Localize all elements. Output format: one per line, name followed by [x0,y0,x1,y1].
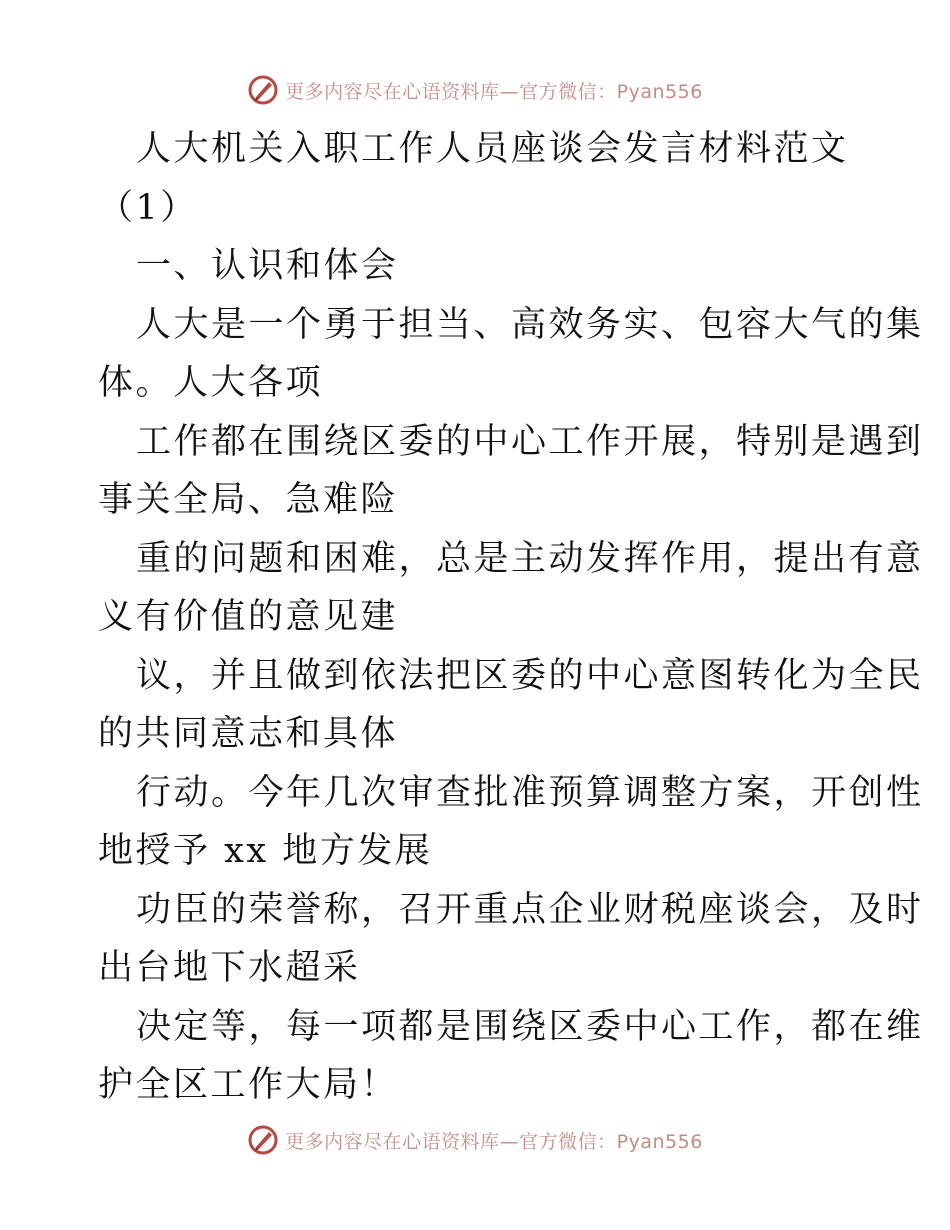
text-line: 护全区工作大局！ [98,1065,399,1105]
footer-banner-text: 更多内容尽在心语资料库—官方微信：Pyan556 [285,1130,703,1153]
text-line: 一、认识和体会 [136,246,399,286]
text-line: 重的问题和困难，总是主动发挥作用，提出有意 [136,538,924,579]
header-banner-text: 更多内容尽在心语资料库—官方微信：Pyan556 [285,80,703,103]
text-line: 决定等，每一项都是围绕区委中心工作，都在维 [136,1006,924,1047]
text-line: 出台地下水超采 [98,948,361,988]
text-line: 的共同意志和具体 [98,714,399,754]
pen-circle-icon [247,1124,279,1156]
text-line: 义有价值的意见建 [98,597,399,637]
text-line: 人大机关入职工作人员座谈会发言材料范文 [136,129,849,169]
footer-banner [0,1120,950,1160]
text-line: 事关全局、急难险 [98,480,399,520]
text-line: 地授予 xx 地方发展 [98,831,433,871]
document-body [98,120,924,1115]
text-line: 工作都在围绕区委的中心工作开展，特别是遇到 [136,421,924,462]
text-line: 议，并且做到依法把区委的中心意图转化为全民 [136,655,924,696]
pen-circle-icon [247,74,279,106]
text-line: 体。人大各项 [98,363,324,403]
text-line: 功臣的荣誉称，召开重点企业财税座谈会，及时 [136,889,924,930]
text-line: （1） [98,187,198,228]
text-line: 人大是一个勇于担当、高效务实、包容大气的集 [136,304,924,345]
header-banner [0,70,950,110]
text-line: 行动。今年几次审查批准预算调整方案，开创性 [136,772,924,813]
